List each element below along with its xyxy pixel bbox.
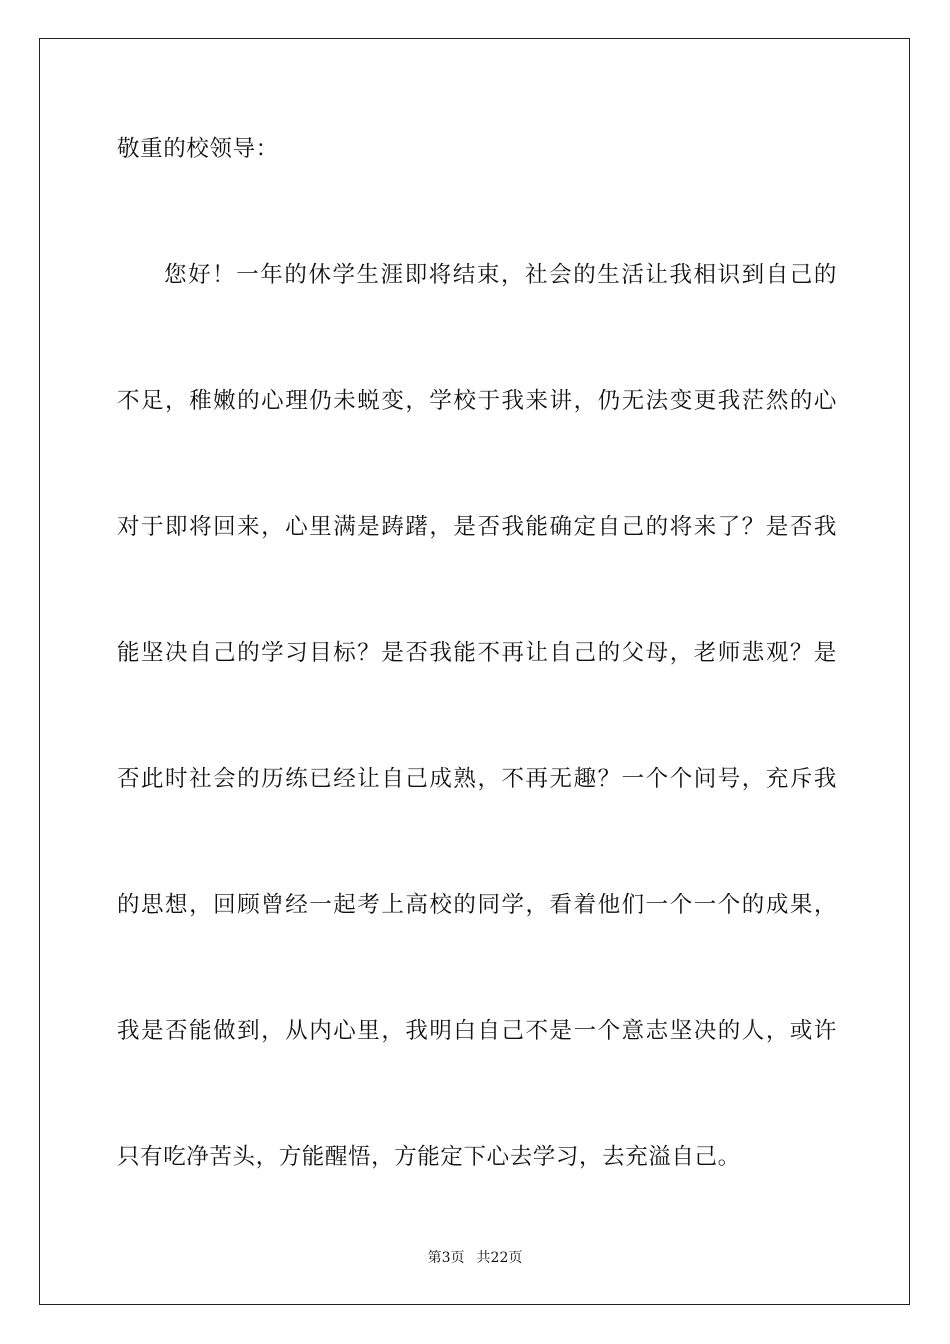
body-line-2: 不足，稚嫩的心理仍未蜕变，学校于我来讲，仍无法变更我茫然的心 [117, 388, 837, 414]
body-line-1: 您好！一年的休学生涯即将结束，社会的生活让我相识到自己的 [164, 262, 837, 288]
page-footer [0, 1249, 950, 1267]
page-border [39, 38, 910, 1305]
page-total: 共22页 [476, 1250, 523, 1266]
page-number: 第3页 [427, 1250, 465, 1266]
body-line-7: 我是否能做到，从内心里，我明白自己不是一个意志坚决的人，或许 [117, 1018, 837, 1044]
body-line-5: 否此时社会的历练已经让自己成熟，不再无趣？一个个问号，充斥我 [117, 766, 837, 792]
body-line-8: 只有吃净苦头，方能醒悟，方能定下心去学习，去充溢自己。 [117, 1144, 741, 1170]
body-line-6: 的思想，回顾曾经一起考上高校的同学，看着他们一个一个的成果， [117, 892, 837, 918]
body-line-3: 对于即将回来，心里满是踌躇，是否我能确定自己的将来了？是否我 [117, 514, 837, 540]
salutation: 敬重的校领导： [117, 136, 279, 162]
body-line-4: 能坚决自己的学习目标？是否我能不再让自己的父母，老师悲观？是 [117, 640, 837, 666]
